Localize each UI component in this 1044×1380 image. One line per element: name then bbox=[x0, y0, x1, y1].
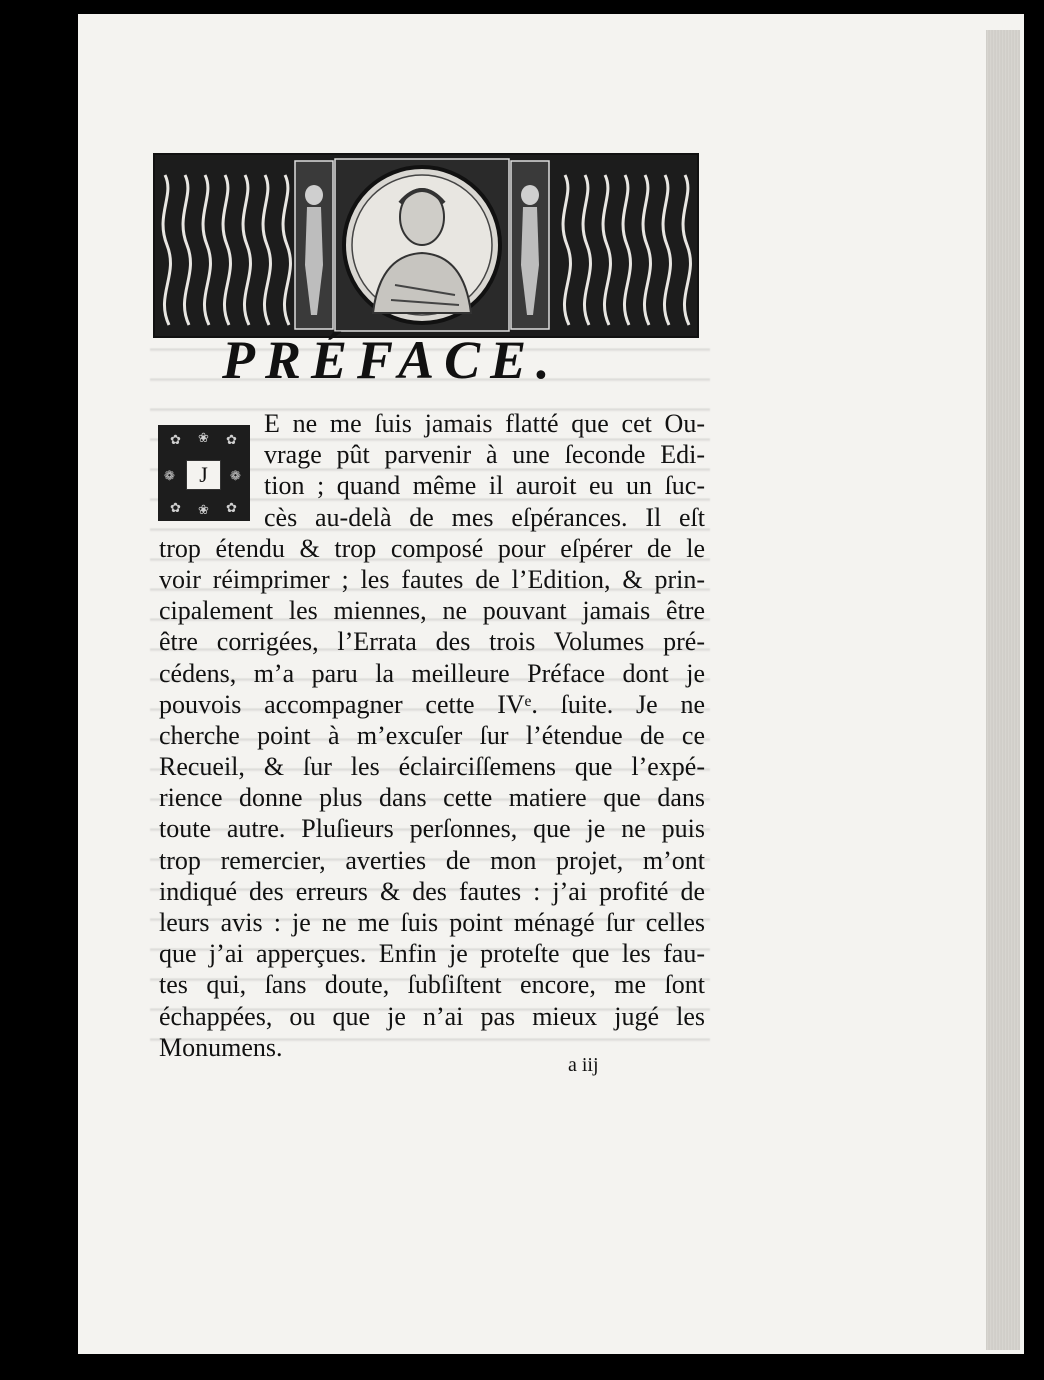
text-line: E ne me ſuis jamais flatté que cet Ou- bbox=[264, 409, 705, 438]
decorative-headpiece bbox=[153, 153, 699, 338]
text-line: cipalement les miennes, ne pouvant jamais être bbox=[159, 596, 705, 626]
text-line: cédens, m’a paru la meilleure Préface dont je bbox=[159, 658, 705, 688]
fleuron-icon: ❀ bbox=[198, 502, 209, 517]
text-line: voir réimprimer ; les fautes de l’Edition, & prin- bbox=[159, 564, 705, 594]
text-line: leurs avis : je ne me ſuis point ménagé ſur celles bbox=[159, 908, 705, 937]
text-line: tes qui, ſans doute, ſubſiſtent encore, me ſont bbox=[159, 970, 705, 1000]
text-line: Monumens. bbox=[159, 1032, 283, 1062]
text-line: être corrigées, l’Errata des trois Volumes pré- bbox=[159, 627, 705, 657]
text-line: cès au-delà de mes eſpérances. Il eſt bbox=[264, 502, 705, 532]
fleuron-icon: ❁ bbox=[230, 468, 241, 483]
text-line: échappées, ou que je n’ai pas mieux jugé les bbox=[159, 1001, 705, 1031]
text-line: rience donne plus dans cette matiere que dans bbox=[159, 783, 705, 813]
text-line: toute autre. Pluſieurs perſonnes, que je ne puis bbox=[159, 814, 705, 844]
fleuron-icon: ✿ bbox=[226, 500, 237, 515]
fleuron-icon: ❀ bbox=[198, 430, 209, 445]
preface-body bbox=[159, 408, 705, 1063]
text-line: trop remercier, averties de mon projet, m’ont bbox=[159, 845, 705, 875]
fleuron-icon: ✿ bbox=[170, 500, 181, 515]
signature-mark: a iij bbox=[568, 1054, 599, 1076]
page-title: PRÉFACE. bbox=[222, 330, 560, 390]
page-edges bbox=[986, 30, 1020, 1350]
fleuron-icon: ❁ bbox=[164, 468, 175, 483]
text-line: vrage pût parvenir à une ſeconde Edi- bbox=[264, 440, 705, 470]
text-line: tion ; quand même il auroit eu un ſuc- bbox=[264, 471, 705, 501]
text-line: cherche point à m’excuſer ſur l’étendue de ce bbox=[159, 720, 705, 750]
text-line: trop étendu & trop composé pour eſpérer de le bbox=[159, 533, 705, 563]
text-line: pouvois accompagner cette IVᵉ. ſuite. Je ne bbox=[159, 689, 705, 719]
fleuron-icon: ✿ bbox=[226, 432, 237, 447]
text-line: indiqué des erreurs & des fautes : j’ai profité de bbox=[159, 876, 705, 906]
fleuron-icon: ✿ bbox=[170, 432, 181, 447]
text-line: que j’ai apperçues. Enfin je proteſte que les fau- bbox=[159, 939, 705, 969]
text-line: Recueil, & ſur les éclairciſſemens que l’expé- bbox=[159, 752, 705, 782]
dropcap-letter: J bbox=[186, 460, 221, 490]
